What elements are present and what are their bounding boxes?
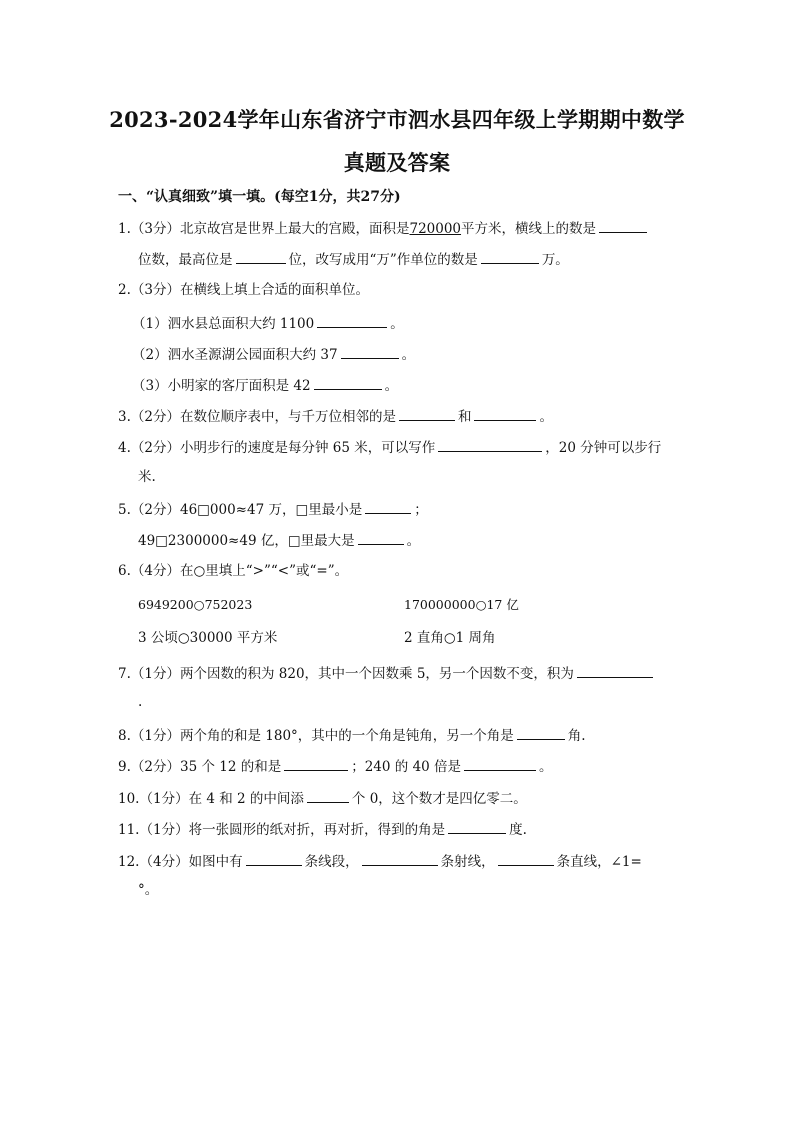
question-text: 两个因数的积为 820，其中一个因数乘 5，另一个因数不变，积为 xyxy=(179,666,574,682)
answer-blank[interactable] xyxy=(498,851,554,866)
question-11 xyxy=(118,819,527,839)
question-text: 在○里填上“>”“<”或“=”。 xyxy=(179,563,349,579)
question-score: （1分） xyxy=(130,728,180,744)
question-3 xyxy=(118,406,553,426)
question-text: 位，改写成用“万”作单位的数是 xyxy=(288,252,478,268)
question-2-line1 xyxy=(118,281,369,299)
question-score: （1分） xyxy=(139,791,189,807)
compare-item-3: 3 公顷○30000 平方米 xyxy=(138,630,278,646)
question-number: 5. xyxy=(118,502,131,518)
question-score: （3分） xyxy=(130,221,180,237)
answer-blank[interactable] xyxy=(399,406,455,421)
question-12-line1 xyxy=(118,851,642,871)
question-1-line1 xyxy=(118,218,650,238)
question-text: 和 xyxy=(457,409,472,425)
answer-blank[interactable] xyxy=(236,249,286,264)
answer-blank[interactable] xyxy=(307,788,349,803)
answer-blank[interactable] xyxy=(474,406,536,421)
question-5-line2 xyxy=(138,530,420,550)
answer-blank[interactable] xyxy=(448,819,506,834)
question-text: 46□000≈47 万，□里最小是 xyxy=(179,502,363,518)
question-text: 在数位顺序表中，与千万位相邻的是 xyxy=(179,409,396,425)
question-number: 2. xyxy=(118,282,131,298)
question-text: 。 xyxy=(390,316,404,332)
page-title-line2: 真题及答案 xyxy=(343,150,451,175)
question-number: 8. xyxy=(118,728,131,744)
question-text: 。 xyxy=(401,347,416,363)
question-10 xyxy=(118,788,527,808)
question-5-line1 xyxy=(118,499,428,519)
question-text: 个 0，这个数才是四亿零二。 xyxy=(351,791,527,807)
answer-blank[interactable] xyxy=(577,663,653,678)
question-4-line1 xyxy=(118,437,661,457)
section-heading: 一、“认真细致”填一填。(每空1分，共27分) xyxy=(118,189,401,205)
question-text: 49□2300000≈49 亿，□里最大是 xyxy=(138,533,355,549)
question-score: （2分） xyxy=(130,502,180,518)
question-2-sub3 xyxy=(132,375,398,395)
question-text: ； xyxy=(414,502,428,518)
question-text: 在横线上填上合适的面积单位。 xyxy=(179,282,369,298)
question-number: 4. xyxy=(118,440,131,456)
question-number: 10. xyxy=(118,791,140,807)
compare-item-1: 6949200○752023 xyxy=(138,597,253,612)
compare-item-4: 2 直角○1 周角 xyxy=(404,630,496,646)
question-text: 度. xyxy=(509,822,527,838)
question-4-line2 xyxy=(138,468,156,486)
question-8 xyxy=(118,725,586,745)
question-7-end: . xyxy=(138,694,143,710)
underlined-number: 720000 xyxy=(409,221,462,237)
question-score: （3分） xyxy=(130,282,180,298)
answer-blank[interactable] xyxy=(464,756,536,771)
question-1-line2 xyxy=(138,249,569,269)
question-text: 在 4 和 2 的中间添 xyxy=(188,791,304,807)
question-number: 11. xyxy=(118,822,140,838)
question-text: 。 xyxy=(539,759,553,775)
question-score: （2分） xyxy=(130,409,180,425)
question-score: （1分） xyxy=(139,822,189,838)
question-score: （2分） xyxy=(130,440,180,456)
answer-blank[interactable] xyxy=(481,249,539,264)
answer-blank[interactable] xyxy=(517,725,565,740)
question-text: 万。 xyxy=(541,252,569,268)
question-12-line2 xyxy=(138,881,158,899)
question-text: ；240 的 40 倍是 xyxy=(351,759,462,775)
answer-blank[interactable] xyxy=(314,375,382,390)
answer-blank[interactable] xyxy=(438,437,542,452)
question-score: （4分） xyxy=(139,854,189,870)
question-score: （2分） xyxy=(130,759,180,775)
question-6 xyxy=(118,562,348,580)
answer-blank[interactable] xyxy=(362,851,438,866)
question-text: 。 xyxy=(539,409,553,425)
question-text: 。 xyxy=(384,378,399,394)
question-text: 将一张圆形的纸对折，再对折，得到的角是 xyxy=(188,822,446,838)
question-text: 两个角的和是 180°，其中的一个角是钝角，另一个角是 xyxy=(179,728,514,744)
question-text: 条直线，∠1= xyxy=(556,854,642,870)
question-text: 条射线， xyxy=(440,854,495,870)
question-text: 条线段， xyxy=(304,854,359,870)
answer-blank[interactable] xyxy=(599,218,647,233)
question-text: 米. xyxy=(138,469,156,485)
question-text: 小明步行的速度是每分钟 65 米，可以写作 xyxy=(179,440,436,456)
question-text: 位数，最高位是 xyxy=(138,252,233,268)
answer-blank[interactable] xyxy=(365,499,411,514)
question-text: °。 xyxy=(138,882,159,898)
question-number: 9. xyxy=(118,759,131,775)
question-text: （2）泗水圣源湖公园面积大约 37 xyxy=(132,347,338,363)
question-text: 角. xyxy=(567,728,586,744)
question-number: 1. xyxy=(118,221,131,237)
question-number: 12. xyxy=(118,854,140,870)
compare-item-2: 170000000○17 亿 xyxy=(404,597,519,612)
question-number: 3. xyxy=(118,409,131,425)
answer-blank[interactable] xyxy=(317,313,387,328)
question-text: 北京故宫是世界上最大的宫殿，面积是 xyxy=(179,221,410,237)
question-2-sub2 xyxy=(132,344,415,364)
question-score: （1分） xyxy=(130,666,180,682)
question-text: 。 xyxy=(406,533,421,549)
page-title-line1: 2023-2024学年山东省济宁市泗水县四年级上学期期中数学 xyxy=(109,107,685,132)
question-2-sub1 xyxy=(132,313,404,333)
question-text: （1）泗水县总面积大约 1100 xyxy=(132,316,315,332)
question-text: ，20 分钟可以步行 xyxy=(545,440,662,456)
question-score: （4分） xyxy=(130,563,180,579)
answer-blank[interactable] xyxy=(341,344,399,359)
question-7 xyxy=(118,663,656,683)
question-text: 35 个 12 的和是 xyxy=(179,759,282,775)
answer-blank[interactable] xyxy=(358,530,404,545)
question-text: 平方米，横线上的数是 xyxy=(461,221,597,237)
question-number: 6. xyxy=(118,563,131,579)
question-9 xyxy=(118,756,553,776)
question-text: （3）小明家的客厅面积是 42 xyxy=(132,378,311,394)
question-text: 如图中有 xyxy=(188,854,243,870)
question-number: 7. xyxy=(118,666,131,682)
answer-blank[interactable] xyxy=(246,851,302,866)
answer-blank[interactable] xyxy=(284,756,348,771)
